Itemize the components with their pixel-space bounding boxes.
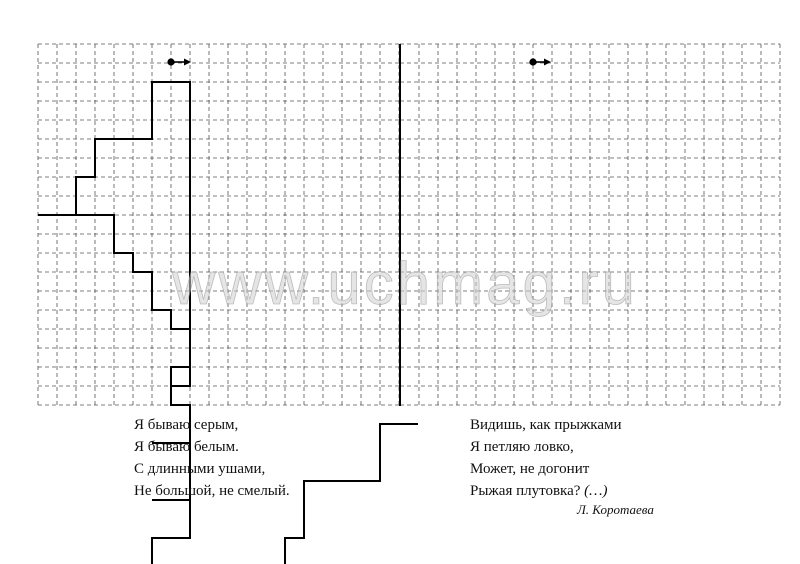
poem-line: Я петляю ловко, xyxy=(470,439,574,455)
poem-line: С длинными ушами, xyxy=(134,461,266,477)
riddle-poem-right xyxy=(470,414,622,502)
watermark: www.uchmag.ru xyxy=(172,250,638,317)
poem-line: Рыжая плутовка? xyxy=(470,483,581,499)
left-grid xyxy=(38,44,399,405)
poem-line-last xyxy=(470,480,622,502)
poem-line: Не большой, не смелый. xyxy=(134,483,290,499)
right-grid xyxy=(400,44,780,405)
poem-line: Может, не догонит xyxy=(470,461,590,477)
poem-line: Видишь, как прыжками xyxy=(470,417,622,433)
right-start-marker xyxy=(529,58,551,65)
right-start-arrow-icon xyxy=(544,59,551,66)
left-start-marker xyxy=(167,58,191,65)
riddle-answer-placeholder: (…) xyxy=(584,483,608,499)
poem-line: Я бываю белым. xyxy=(134,439,239,455)
riddle-poem-left xyxy=(134,414,290,502)
poem-line: Я бываю серым, xyxy=(134,417,239,433)
poem-author: Л. Коротаева xyxy=(577,502,654,517)
